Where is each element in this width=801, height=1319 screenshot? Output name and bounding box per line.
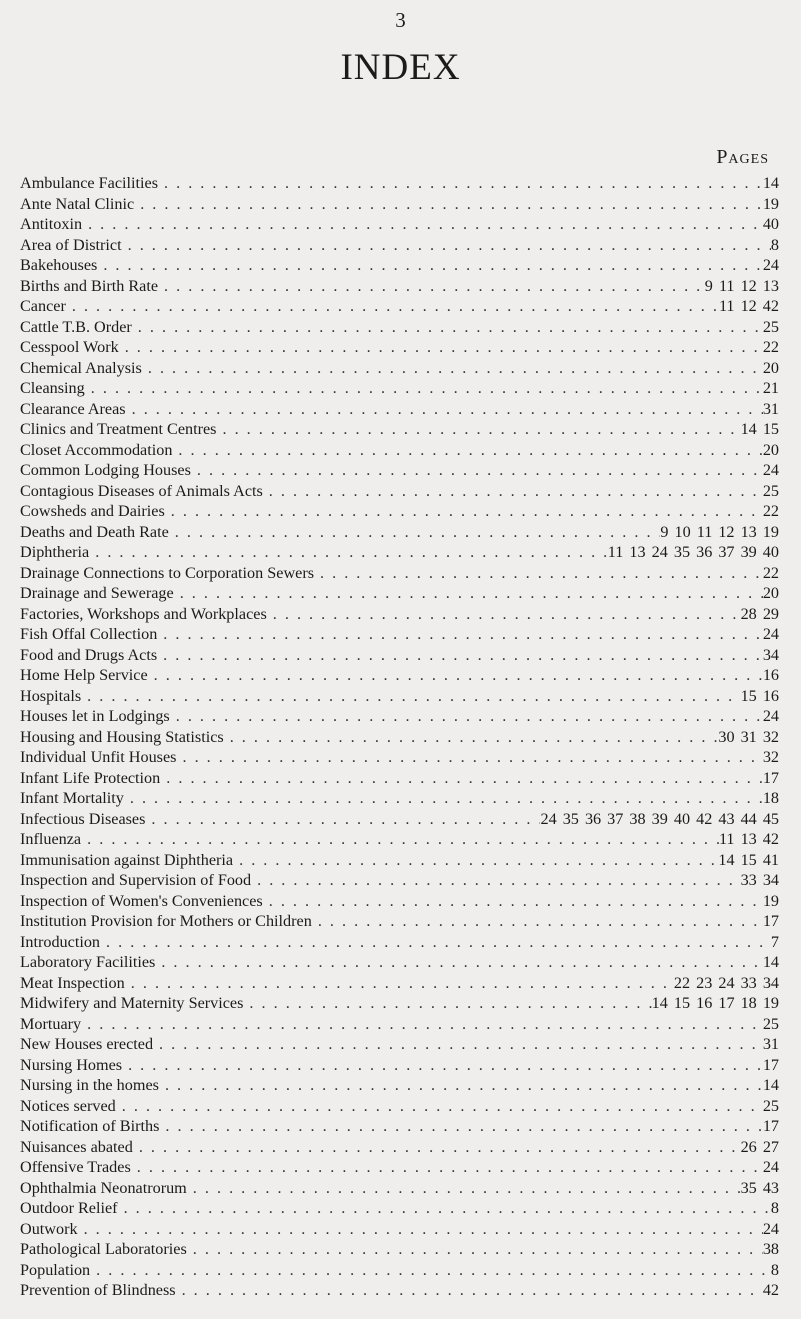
index-entry <box>20 460 779 481</box>
dot-leader <box>142 358 763 379</box>
entry-label: Drainage and Sewerage <box>20 584 174 602</box>
entry-pages: 17 <box>762 768 779 787</box>
index-entry <box>20 809 779 830</box>
dot-leader <box>124 788 763 809</box>
dot-leader <box>82 214 763 235</box>
index-entry <box>20 1239 779 1260</box>
entry-label: Births and Birth Rate <box>20 276 159 295</box>
entry-label: Prevention of Blindness <box>20 1281 176 1299</box>
entry-label: Antitoxin <box>20 215 83 233</box>
entry-label: Hospitals <box>20 686 82 705</box>
dot-leader <box>100 932 771 953</box>
dot-leader <box>85 378 763 399</box>
index-entry <box>20 522 779 543</box>
entry-label: Laboratory Facilities <box>20 953 156 971</box>
entry-pages: 22 <box>762 338 779 356</box>
index-entry <box>20 563 779 584</box>
entry-pages: 35 43 <box>740 1178 779 1197</box>
dot-leader <box>148 665 763 686</box>
entry-pages: 30 31 32 <box>718 727 779 746</box>
index-entry <box>20 706 779 727</box>
dot-leader <box>159 1116 762 1137</box>
dot-leader <box>66 296 719 317</box>
entry-label: Clearance Areas <box>20 399 126 418</box>
entry-pages: 8 <box>770 1260 779 1279</box>
index-entry <box>20 317 779 338</box>
entry-label: Notification of Births <box>20 1117 160 1135</box>
entry-label: Chemical Analysis <box>20 358 142 377</box>
entry-label: Cattle T.B. Order <box>20 317 132 336</box>
entry-label: Drainage Connections to Corporation Sewers <box>20 563 315 582</box>
entry-label: Midwifery and Maternity Services <box>20 994 244 1012</box>
index-entry <box>20 932 779 953</box>
entry-label: New Houses erected <box>20 1035 154 1053</box>
entry-pages: 20 <box>762 584 779 602</box>
entry-label: Common Lodging Houses <box>20 461 191 479</box>
entry-label: Cancer <box>20 297 66 315</box>
entry-label: Deaths and Death Rate <box>20 522 169 541</box>
index-entry <box>20 235 779 256</box>
dot-leader <box>81 686 740 707</box>
entry-pages: 9 11 12 13 <box>704 276 779 295</box>
dot-leader <box>172 440 762 461</box>
index-entry <box>20 296 779 317</box>
entry-label: Notices served <box>20 1096 116 1115</box>
index-entry <box>20 1075 779 1096</box>
dot-leader <box>81 1014 763 1035</box>
entry-label: Cesspool Work <box>20 338 119 356</box>
index-list <box>20 173 779 1301</box>
entry-label: Area of District <box>20 235 122 254</box>
entry-pages: 14 <box>762 1076 779 1094</box>
index-entry <box>20 583 779 604</box>
index-entry <box>20 1157 779 1178</box>
entry-pages: 32 <box>762 748 779 766</box>
entry-pages: 34 <box>762 645 779 664</box>
entry-label: Introduction <box>20 932 101 951</box>
index-entry <box>20 870 779 891</box>
entry-pages: 15 16 <box>740 686 779 705</box>
entry-label: Home Help Service <box>20 666 148 684</box>
entry-pages: 7 <box>770 932 779 951</box>
entry-label: Infant Life Protection <box>20 768 161 787</box>
entry-label: Cleansing <box>20 379 85 397</box>
entry-pages: 24 <box>762 1158 779 1176</box>
entry-label: Diphtheria <box>20 543 90 561</box>
dot-leader <box>160 768 763 789</box>
index-entry <box>20 358 779 379</box>
entry-label: Nursing in the homes <box>20 1076 159 1094</box>
index-entry <box>20 481 779 502</box>
entry-pages: 22 23 24 33 34 <box>673 973 779 992</box>
entry-pages: 14 15 41 <box>718 850 779 869</box>
dot-leader <box>116 1096 763 1117</box>
entry-pages: 25 <box>762 1014 779 1033</box>
entry-pages: 33 34 <box>740 871 779 889</box>
index-entry <box>20 419 779 440</box>
index-entry <box>20 891 779 912</box>
index-entry <box>20 1260 779 1281</box>
index-entry <box>20 1116 779 1137</box>
entry-pages: 25 <box>762 1096 779 1115</box>
entry-label: Infant Mortality <box>20 789 124 807</box>
entry-pages: 42 <box>762 1281 779 1299</box>
entry-label: Clinics and Treatment Centres <box>20 420 217 438</box>
entry-label: Outwork <box>20 1219 78 1238</box>
entry-pages: 9 10 11 12 13 19 <box>660 522 779 541</box>
entry-label: Mortuary <box>20 1014 82 1033</box>
entry-pages: 14 15 16 17 18 19 <box>651 994 779 1012</box>
index-entry <box>20 604 779 625</box>
index-entry <box>20 645 779 666</box>
entry-label: Infectious Diseases <box>20 809 146 828</box>
dot-leader <box>263 891 763 912</box>
entry-pages: 16 <box>762 666 779 684</box>
entry-pages: 31 <box>762 1035 779 1053</box>
index-entry <box>20 624 779 645</box>
dot-leader <box>187 1178 741 1199</box>
dot-leader <box>176 1280 763 1301</box>
index-entry <box>20 501 779 522</box>
index-entry <box>20 542 779 563</box>
index-entry <box>20 173 779 194</box>
dot-leader <box>81 829 719 850</box>
entry-pages: 8 <box>770 1199 779 1217</box>
index-entry <box>20 850 779 871</box>
index-entry <box>20 993 779 1014</box>
entry-pages: 22 <box>762 502 779 520</box>
entry-pages: 40 <box>762 215 779 233</box>
entry-pages: 19 <box>762 194 779 213</box>
entry-pages: 24 <box>762 461 779 479</box>
index-entry <box>20 1014 779 1035</box>
entry-pages: 17 <box>762 1055 779 1074</box>
dot-leader <box>191 460 763 481</box>
entry-label: Meat Inspection <box>20 973 125 992</box>
dot-leader <box>155 952 763 973</box>
entry-pages: 38 <box>762 1240 779 1258</box>
index-entry <box>20 788 779 809</box>
dot-leader <box>312 911 763 932</box>
dot-leader <box>132 317 763 338</box>
dot-leader <box>145 809 540 830</box>
entry-pages: 19 <box>762 891 779 910</box>
dot-leader <box>176 747 762 768</box>
dot-leader <box>169 522 661 543</box>
index-entry <box>20 829 779 850</box>
index-entry <box>20 1034 779 1055</box>
entry-label: Pathological Laboratories <box>20 1240 187 1258</box>
dot-leader <box>126 399 763 420</box>
index-entry <box>20 1055 779 1076</box>
dot-leader <box>174 583 763 604</box>
entry-pages: 24 <box>762 625 779 643</box>
entry-pages: 14 15 <box>740 420 779 438</box>
entry-pages: 25 <box>762 481 779 500</box>
index-entry <box>20 440 779 461</box>
index-entry <box>20 973 779 994</box>
entry-label: Houses let in Lodgings <box>20 707 170 725</box>
index-entry <box>20 1219 779 1240</box>
index-entry <box>20 727 779 748</box>
entry-label: Inspection of Women's Conveniences <box>20 891 263 910</box>
entry-label: Food and Drugs Acts <box>20 645 158 664</box>
dot-leader <box>159 1075 763 1096</box>
dot-leader <box>243 993 651 1014</box>
dot-leader <box>122 1055 763 1076</box>
dot-leader <box>125 973 674 994</box>
dot-leader <box>251 870 740 891</box>
entry-pages: 14 <box>762 174 779 192</box>
entry-pages: 18 <box>762 789 779 807</box>
dot-leader <box>157 624 763 645</box>
index-entry <box>20 337 779 358</box>
index-entry <box>20 665 779 686</box>
entry-pages: 24 <box>762 256 779 274</box>
dot-leader <box>131 1157 763 1178</box>
page-number: 3 <box>395 8 406 32</box>
dot-leader <box>153 1034 763 1055</box>
entry-pages: 17 <box>762 912 779 930</box>
index-entry <box>20 194 779 215</box>
entry-pages: 26 27 <box>740 1137 779 1156</box>
dot-leader <box>89 542 608 563</box>
entry-label: Ante Natal Clinic <box>20 194 135 213</box>
dot-leader <box>78 1219 763 1240</box>
dot-leader <box>119 337 763 358</box>
page-title: INDEX <box>340 47 461 88</box>
index-entry <box>20 276 779 297</box>
index-entry <box>20 747 779 768</box>
dot-leader <box>118 1198 771 1219</box>
entry-label: Closet Accommodation <box>20 440 173 459</box>
entry-label: Fish Offal Collection <box>20 625 158 643</box>
entry-pages: 11 13 42 <box>718 830 779 848</box>
entry-label: Factories, Workshops and Workplaces <box>20 604 267 623</box>
entry-label: Individual Unfit Houses <box>20 748 177 766</box>
entry-label: Inspection and Supervision of Food <box>20 871 252 889</box>
dot-leader <box>267 604 741 625</box>
dot-leader <box>216 419 740 440</box>
entry-pages: 22 <box>762 563 779 582</box>
entry-label: Bakehouses <box>20 256 98 274</box>
entry-label: Outdoor Relief <box>20 1199 118 1217</box>
dot-leader <box>97 255 762 276</box>
entry-pages: 28 29 <box>740 604 779 623</box>
dot-leader <box>165 501 763 522</box>
entry-label: Contagious Diseases of Animals Acts <box>20 481 263 500</box>
entry-label: Institution Provision for Mothers or Children <box>20 912 312 930</box>
index-entry <box>20 768 779 789</box>
dot-leader <box>158 276 705 297</box>
entry-pages: 24 35 36 37 38 39 40 42 43 44 45 <box>540 809 779 828</box>
entry-pages: 14 <box>762 953 779 971</box>
pages-column-header: Pages <box>716 146 769 168</box>
entry-label: Offensive Trades <box>20 1158 131 1176</box>
index-entry <box>20 378 779 399</box>
entry-pages: 20 <box>762 440 779 459</box>
entry-label: Nursing Homes <box>20 1055 123 1074</box>
index-entry <box>20 1280 779 1301</box>
dot-leader <box>187 1239 763 1260</box>
dot-leader <box>314 563 763 584</box>
index-entry <box>20 1137 779 1158</box>
dot-leader <box>134 194 763 215</box>
entry-label: Cowsheds and Dairies <box>20 502 165 520</box>
index-entry <box>20 1096 779 1117</box>
dot-leader <box>122 235 771 256</box>
index-entry <box>20 255 779 276</box>
dot-leader <box>158 173 763 194</box>
entry-pages: 21 <box>762 379 779 397</box>
entry-label: Housing and Housing Statistics <box>20 727 224 746</box>
entry-label: Nuisances abated <box>20 1137 133 1156</box>
entry-pages: 17 <box>762 1117 779 1135</box>
entry-pages: 24 <box>762 1219 779 1238</box>
entry-pages: 20 <box>762 358 779 377</box>
entry-pages: 8 <box>770 235 779 254</box>
dot-leader <box>133 1137 741 1158</box>
entry-pages: 24 <box>762 707 779 725</box>
dot-leader <box>233 850 718 871</box>
index-entry <box>20 1178 779 1199</box>
index-entry <box>20 1198 779 1219</box>
index-entry <box>20 399 779 420</box>
entry-pages: 25 <box>762 317 779 336</box>
index-entry <box>20 214 779 235</box>
entry-label: Ambulance Facilities <box>20 174 159 192</box>
entry-label: Influenza <box>20 830 82 848</box>
entry-pages: 11 13 24 35 36 37 39 40 <box>607 543 779 561</box>
dot-leader <box>157 645 763 666</box>
entry-label: Ophthalmia Neonatrorum <box>20 1178 187 1197</box>
entry-pages: 31 <box>762 399 779 418</box>
dot-leader <box>170 706 763 727</box>
dot-leader <box>263 481 763 502</box>
index-entry <box>20 911 779 932</box>
entry-pages: 11 12 42 <box>718 297 779 315</box>
index-entry <box>20 952 779 973</box>
dot-leader <box>224 727 719 748</box>
index-entry <box>20 686 779 707</box>
entry-label: Immunisation against Diphtheria <box>20 850 234 869</box>
dot-leader <box>90 1260 771 1281</box>
entry-label: Population <box>20 1260 91 1279</box>
